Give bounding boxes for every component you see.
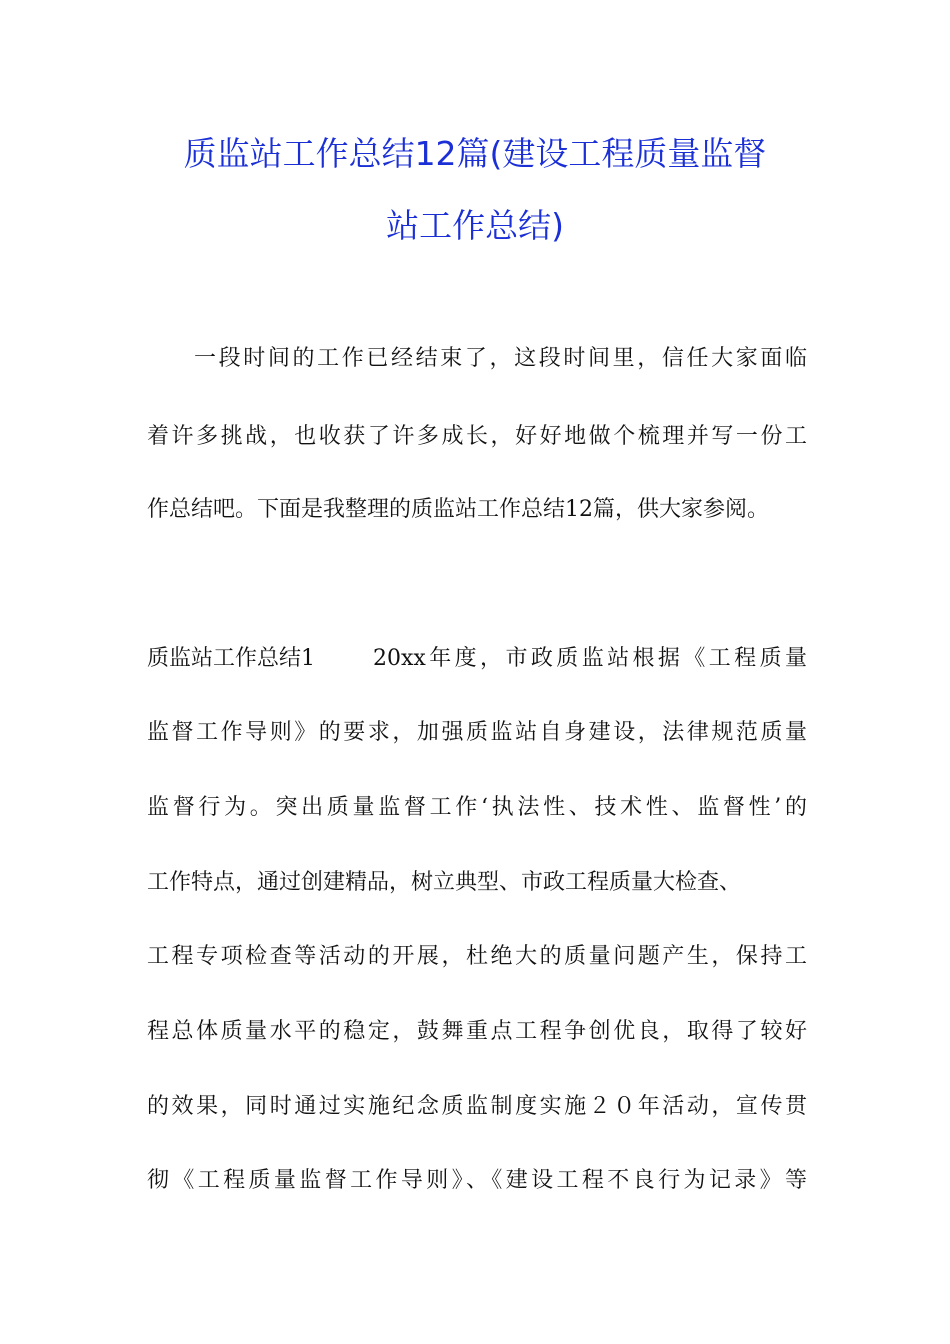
document-title-line-1: 质监站工作总结12篇(建设工程质量监督: [183, 134, 767, 173]
intro-line-1: 一段时间的工作已经结束了，这段时间里，信任大家面临: [194, 346, 807, 371]
section-first-line: [147, 644, 807, 674]
body-line-7: 的效果，同时通过实施纪念质监制度实施２０年活动，宣传贯: [147, 1094, 807, 1119]
intro-line-2: 着许多挑战，也收获了许多成长，好好地做个梳理并写一份工: [147, 424, 807, 449]
intro-line-3: 作总结吧。下面是我整理的质监站工作总结12篇，供大家参阅。: [147, 497, 769, 522]
body-line-5: 工程专项检查等活动的开展，杜绝大的质量问题产生，保持工: [147, 944, 807, 969]
document-title-line-2: 站工作总结): [386, 206, 564, 245]
body-line-2: 监督工作导则》的要求，加强质监站自身建设，法律规范质量: [147, 720, 807, 745]
body-first-line: 20xx年度，市政质监站根据《工程质量: [373, 646, 807, 671]
body-line-8: 彻《工程质量监督工作导则》、《建设工程不良行为记录》等: [147, 1168, 807, 1193]
body-line-4: 工作特点，通过创建精品，树立典型、市政工程质量大检查、: [147, 870, 742, 895]
section-heading: 质监站工作总结1: [147, 646, 315, 671]
body-line-6: 程总体质量水平的稳定，鼓舞重点工程争创优良，取得了较好: [147, 1019, 807, 1044]
body-line-3: 监督行为。突出质量监督工作‘执法性、技术性、监督性’的: [147, 795, 807, 820]
